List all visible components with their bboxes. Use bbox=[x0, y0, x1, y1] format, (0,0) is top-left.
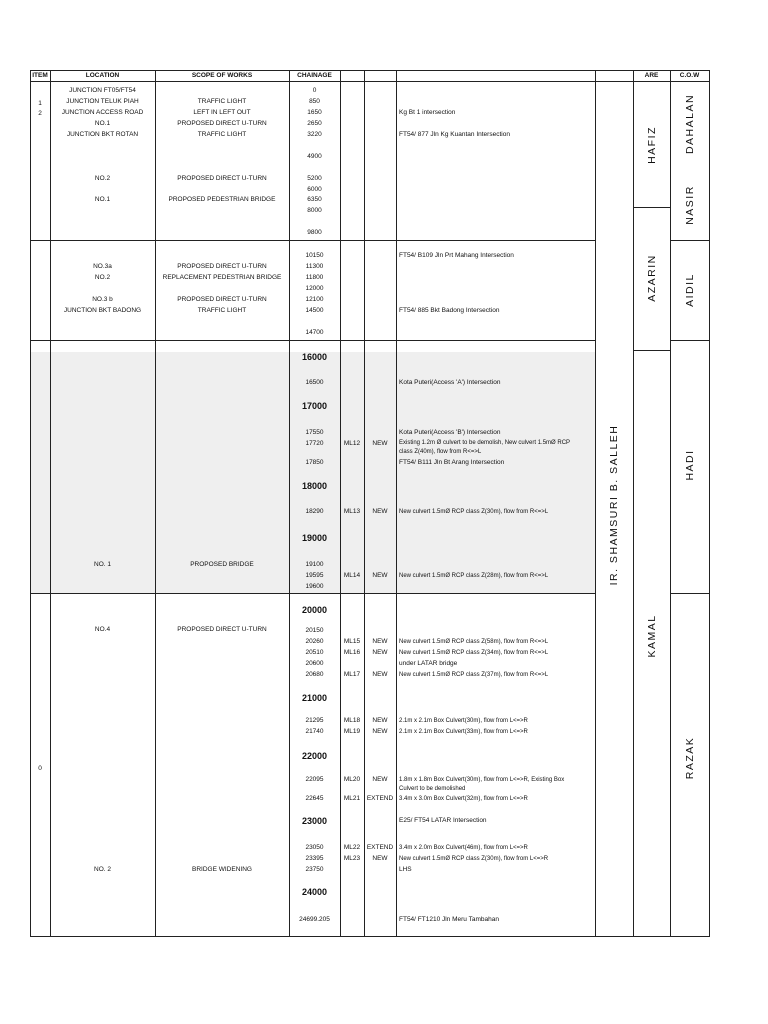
chainage: 24699.205 bbox=[299, 916, 330, 923]
remark: FT54/ 885 Bkt Badong Intersection bbox=[399, 307, 500, 314]
location: NO.1 bbox=[94, 120, 111, 127]
chainage: 21740 bbox=[305, 728, 324, 735]
col-line-right bbox=[709, 70, 710, 936]
header-chainage: CHAINAGE bbox=[297, 72, 332, 79]
header-scope: SCOPE OF WORKS bbox=[191, 72, 253, 79]
header-bottom-border bbox=[30, 81, 710, 82]
scope: PROPOSED DIRECT U-TURN bbox=[177, 120, 267, 127]
chainage: 18290 bbox=[305, 508, 324, 515]
chainage: 0 bbox=[312, 87, 317, 94]
header-location: LOCATION bbox=[85, 72, 120, 79]
ml-code: ML19 bbox=[343, 728, 361, 735]
chainage: 17720 bbox=[305, 440, 324, 447]
remark: E25/ FT54 LATAR Intersection bbox=[399, 817, 487, 824]
km-marker: 24000 bbox=[301, 887, 328, 897]
are-name: HAFIZ bbox=[646, 126, 658, 164]
scope: TRAFFIC LIGHT bbox=[197, 98, 247, 105]
chainage: 17550 bbox=[305, 429, 324, 436]
are-divider-2 bbox=[633, 350, 670, 351]
remark: Culvert to be demolished bbox=[399, 786, 466, 792]
chainage: 6350 bbox=[307, 196, 322, 203]
remark: class Z(40m), flow from R<=>L bbox=[399, 449, 482, 455]
remark: New culvert 1.5mØ RCP class Z(37m), flow from R<=>L bbox=[399, 672, 549, 678]
cow-name: DAHALAN bbox=[684, 93, 696, 155]
status: NEW bbox=[372, 855, 388, 862]
section-divider-2 bbox=[30, 340, 595, 341]
remark: 1.8m x 1.8m Box Culvert(30m), flow from L<=>R, Existing Box bbox=[399, 777, 565, 783]
item-number: 0 bbox=[38, 765, 42, 772]
engineer-name: IR. SHAMSURI B. SALLEH bbox=[608, 424, 620, 586]
cow-name: RAZAK bbox=[684, 736, 696, 780]
chainage: 1650 bbox=[307, 109, 322, 116]
scope: PROPOSED DIRECT U-TURN bbox=[177, 296, 267, 303]
chainage: 17850 bbox=[305, 459, 324, 466]
scope: PROPOSED DIRECT U-TURN bbox=[177, 626, 267, 633]
location: NO.3a bbox=[93, 263, 112, 270]
are-divider-1 bbox=[633, 207, 670, 208]
shaded-band bbox=[30, 352, 595, 593]
col-line-engineer bbox=[633, 70, 634, 936]
chainage: 14500 bbox=[305, 307, 324, 314]
status: EXTEND bbox=[366, 795, 394, 802]
km-marker: 23000 bbox=[301, 816, 328, 826]
km-marker: 17000 bbox=[301, 401, 328, 411]
ml-code: ML12 bbox=[343, 440, 361, 447]
are-name: AZARIN bbox=[646, 254, 658, 302]
remark: 2.1m x 2.1m Box Culvert(33m), flow from L<=>R bbox=[399, 729, 528, 735]
location: JUNCTION FT05/FT54 bbox=[69, 87, 136, 94]
cow-divider-3 bbox=[671, 593, 710, 594]
location: NO.3 b bbox=[92, 296, 113, 303]
location: NO. 2 bbox=[94, 866, 111, 873]
status: NEW bbox=[372, 508, 388, 515]
km-marker: 16000 bbox=[301, 352, 328, 362]
status: NEW bbox=[372, 717, 388, 724]
remark: 3.4m x 3.0m Box Culvert(32m), flow from L<=>R bbox=[399, 796, 528, 802]
status: NEW bbox=[372, 638, 388, 645]
col-line-ml bbox=[364, 70, 365, 936]
chainage: 12100 bbox=[305, 296, 324, 303]
remark: New culvert 1.5mØ RCP class Z(30m), flow from L<=>R bbox=[399, 856, 549, 862]
remark: New culvert 1.5mØ RCP class Z(58m), flow from R<=>L bbox=[399, 639, 549, 645]
km-marker: 19000 bbox=[301, 533, 328, 543]
chainage: 11800 bbox=[305, 274, 324, 281]
scope: TRAFFIC LIGHT bbox=[197, 131, 247, 138]
section-divider-3 bbox=[30, 593, 595, 594]
chainage: 9800 bbox=[307, 229, 322, 236]
km-marker: 18000 bbox=[301, 481, 328, 491]
cow-divider-1 bbox=[671, 240, 710, 241]
ml-code: ML13 bbox=[343, 508, 361, 515]
location: JUNCTION TELUK PIAH bbox=[66, 98, 139, 105]
scope: PROPOSED DIRECT U-TURN bbox=[177, 175, 267, 182]
chainage: 19100 bbox=[305, 561, 324, 568]
chainage: 20260 bbox=[305, 638, 324, 645]
header-are: ARE bbox=[644, 72, 659, 79]
ml-code: ML16 bbox=[343, 649, 361, 656]
chainage: 20510 bbox=[305, 649, 324, 656]
scope: REPLACEMENT PEDESTRIAN BRIDGE bbox=[162, 274, 282, 281]
cow-name: NASIR bbox=[684, 185, 696, 225]
status: NEW bbox=[372, 671, 388, 678]
item-number: 2 bbox=[38, 110, 42, 117]
km-marker: 22000 bbox=[301, 751, 328, 761]
location: JUNCTION ACCESS ROAD bbox=[61, 109, 144, 116]
remark: FT54/ B111 Jln Bt Arang Intersection bbox=[399, 459, 505, 466]
chainage: 22645 bbox=[305, 795, 324, 802]
location: NO.4 bbox=[94, 626, 111, 633]
location: JUNCTION BKT ROTAN bbox=[66, 131, 139, 138]
ml-code: ML21 bbox=[343, 795, 361, 802]
header-cow: C.O.W bbox=[679, 72, 700, 79]
chainage: 11300 bbox=[305, 263, 324, 270]
table-top-border bbox=[30, 70, 710, 71]
scope: LEFT IN LEFT OUT bbox=[193, 109, 251, 116]
remark: New culvert 1.5mØ RCP class Z(28m), flow from R<=>L bbox=[399, 573, 549, 579]
chainage: 850 bbox=[309, 98, 320, 105]
col-line-remarks bbox=[595, 70, 596, 936]
remark: FT54/ FT1210 Jln Meru Tambahan bbox=[399, 916, 499, 923]
col-line-left bbox=[30, 70, 31, 936]
status: EXTEND bbox=[366, 844, 394, 851]
location: NO.2 bbox=[94, 175, 111, 182]
status: NEW bbox=[372, 776, 388, 783]
status: NEW bbox=[372, 728, 388, 735]
chainage: 23750 bbox=[305, 866, 324, 873]
location: NO.1 bbox=[94, 196, 111, 203]
cow-divider-2 bbox=[671, 340, 710, 341]
scope: TRAFFIC LIGHT bbox=[197, 307, 247, 314]
ml-code: ML22 bbox=[343, 844, 361, 851]
ml-code: ML20 bbox=[343, 776, 361, 783]
remark: Existing 1.2m Ø culvert to be demolish, New culvert 1.5mØ RCP bbox=[399, 440, 571, 446]
chainage: 16500 bbox=[305, 379, 324, 386]
are-name: KAMAL bbox=[646, 614, 658, 658]
scope: BRIDGE WIDENING bbox=[192, 866, 252, 873]
status: NEW bbox=[372, 440, 388, 447]
scope: PROPOSED BRIDGE bbox=[190, 561, 254, 568]
ml-code: ML15 bbox=[343, 638, 361, 645]
chainage: 8000 bbox=[307, 207, 322, 214]
chainage: 19595 bbox=[305, 572, 324, 579]
chainage: 5200 bbox=[307, 175, 322, 182]
chainage: 12000 bbox=[305, 285, 324, 292]
col-line-status bbox=[396, 70, 397, 936]
chainage: 20680 bbox=[305, 671, 324, 678]
chainage: 4900 bbox=[307, 153, 322, 160]
chainage: 2650 bbox=[307, 120, 322, 127]
chainage: 14700 bbox=[305, 329, 324, 336]
chainage: 21295 bbox=[305, 717, 324, 724]
col-line-are bbox=[670, 70, 671, 936]
chainage: 20600 bbox=[305, 660, 324, 667]
chainage: 3220 bbox=[307, 131, 322, 138]
ml-code: ML14 bbox=[343, 572, 361, 579]
km-marker: 20000 bbox=[301, 605, 328, 615]
chainage: 22095 bbox=[305, 776, 324, 783]
status: NEW bbox=[372, 572, 388, 579]
chainage: 6000 bbox=[307, 186, 322, 193]
chainage: 23050 bbox=[305, 844, 324, 851]
remark: LHS bbox=[399, 866, 412, 873]
section-divider-1 bbox=[30, 240, 595, 241]
scope: PROPOSED DIRECT U-TURN bbox=[177, 263, 267, 270]
header-item: ITEM bbox=[32, 72, 48, 79]
location: JUNCTION BKT BADONG bbox=[63, 307, 142, 314]
remark: New culvert 1.5mØ RCP class Z(34m), flow from R<=>L bbox=[399, 650, 549, 656]
chainage: 19600 bbox=[305, 583, 324, 590]
remark: FT54/ B109 Jln Prt Mahang Intersection bbox=[399, 252, 514, 259]
ml-code: ML23 bbox=[343, 855, 361, 862]
remark: FT54/ 877 Jln Kg Kuantan Intersection bbox=[399, 131, 510, 138]
location: NO. 1 bbox=[94, 561, 111, 568]
status: NEW bbox=[372, 649, 388, 656]
ml-code: ML18 bbox=[343, 717, 361, 724]
remark: Kg Bt 1 intersection bbox=[399, 109, 456, 116]
remark: New culvert 1.5mØ RCP class Z(30m), flow from R<=>L bbox=[399, 509, 549, 515]
ml-code: ML17 bbox=[343, 671, 361, 678]
col-line-chainage bbox=[340, 70, 341, 936]
scope: PROPOSED PEDESTRIAN BRIDGE bbox=[168, 196, 276, 203]
cow-name: HADI bbox=[684, 449, 696, 481]
remark: 3.4m x 2.0m Box Culvert(46m), flow from L<=>R bbox=[399, 845, 528, 851]
remark: under LATAR bridge bbox=[399, 660, 458, 667]
remark: 2.1m x 2.1m Box Culvert(30m), flow from L<=>R bbox=[399, 718, 528, 724]
location: NO.2 bbox=[94, 274, 111, 281]
table-bottom-border bbox=[30, 936, 710, 937]
remark: Kota Puteri(Access 'B') Intersection bbox=[399, 429, 501, 436]
chainage: 20150 bbox=[305, 627, 324, 634]
chainage: 23395 bbox=[305, 855, 324, 862]
cow-name: AIDIL bbox=[684, 273, 696, 307]
remark: Kota Puteri(Access 'A') Intersection bbox=[399, 379, 501, 386]
chainage: 10150 bbox=[305, 252, 324, 259]
km-marker: 21000 bbox=[301, 693, 328, 703]
item-number: 1 bbox=[38, 100, 42, 107]
